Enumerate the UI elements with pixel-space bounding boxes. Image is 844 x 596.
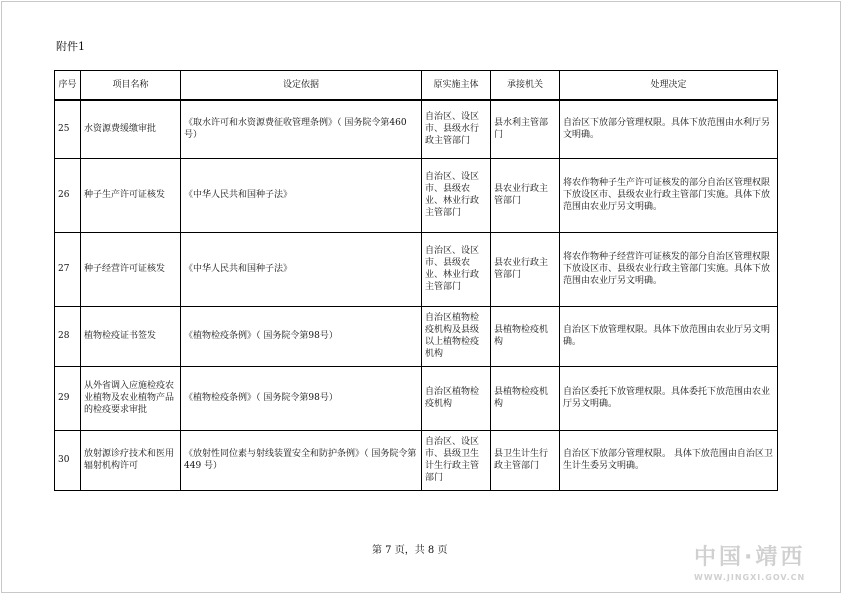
- cell-basis: 《植物检疫条例》（ 国务院令第98号）: [181, 366, 422, 430]
- cell-original-body: 自治区植物检疫机构: [422, 366, 491, 430]
- site-watermark: [694, 540, 805, 582]
- table-header-row: [55, 71, 778, 101]
- cell-name: 种子经营许可证核发: [81, 232, 181, 306]
- table-row: [55, 158, 778, 232]
- approval-items-table: [54, 70, 778, 491]
- cell-decision: 自治区下放部分管理权限。具体下放范围由水利厅另文明确。: [560, 100, 778, 158]
- cell-undertaker: 县农业行政主管部门: [491, 158, 560, 232]
- header-name: 项目名称: [81, 71, 181, 101]
- page-number: 第 7 页，共 8 页: [372, 545, 448, 556]
- cell-basis: 《中华人民共和国种子法》: [181, 158, 422, 232]
- table-row: [55, 366, 778, 430]
- table-row: [55, 430, 778, 490]
- cell-undertaker: 县卫生计生行政主管部门: [491, 430, 560, 490]
- cell-name: 水资源费缓缴审批: [81, 100, 181, 158]
- cell-original-body: 自治区植物检疫机构及县级以上植物检疫机构: [422, 306, 491, 366]
- header-decision: 处理决定: [560, 71, 778, 101]
- cell-name: 放射源诊疗技术和医用辐射机构许可: [81, 430, 181, 490]
- cell-basis: 《植物检疫条例》（ 国务院令第98号）: [181, 306, 422, 366]
- cell-seq: 29: [55, 366, 81, 430]
- table-row: [55, 100, 778, 158]
- header-seq: 序号: [55, 71, 81, 101]
- cell-undertaker: 县水利主管部门: [491, 100, 560, 158]
- cell-seq: 27: [55, 232, 81, 306]
- cell-original-body: 自治区、设区市、县级水行政主管部门: [422, 100, 491, 158]
- cell-name: 种子生产许可证核发: [81, 158, 181, 232]
- cell-decision: 将农作物种子生产许可证核发的部分自治区管理权限下放设区市、县级农业行政主管部门实施。具体下放范围由农业厅另文明确。: [560, 158, 778, 232]
- cell-original-body: 自治区、设区市、县级农业、林业行政主管部门: [422, 232, 491, 306]
- table-row: [55, 232, 778, 306]
- cell-seq: 26: [55, 158, 81, 232]
- header-undertaker: 承接机关: [491, 71, 560, 101]
- cell-undertaker: 县植物检疫机构: [491, 366, 560, 430]
- cell-undertaker: 县农业行政主管部门: [491, 232, 560, 306]
- cell-decision: 自治区下放部分管理权限。 具体下放范围由自治区卫生计生委另文明确。: [560, 430, 778, 490]
- cell-seq: 25: [55, 100, 81, 158]
- cell-name: 从外省调入应施检疫农业植物及农业植物产品的检疫要求审批: [81, 366, 181, 430]
- cell-decision: 自治区下放管理权限。具体下放范围由农业厅另文明确。: [560, 306, 778, 366]
- cell-decision: 自治区委托下放管理权限。具体委托下放范围由农业厅另文明确。: [560, 366, 778, 430]
- cell-basis: 《放射性同位素与射线装置安全和防护条例》（ 国务院令第449 号）: [181, 430, 422, 490]
- cell-seq: 28: [55, 306, 81, 366]
- cell-undertaker: 县植物检疫机构: [491, 306, 560, 366]
- cell-basis: 《取水许可和水资源费征收管理条例》（ 国务院令第460 号）: [181, 100, 422, 158]
- attachment-label: 附件1: [56, 40, 85, 53]
- cell-seq: 30: [55, 430, 81, 490]
- header-original-body: 原实施主体: [422, 71, 491, 101]
- watermark-url: WWW.JINGXI.GOV.CN: [694, 573, 806, 582]
- cell-basis: 《中华人民共和国种子法》: [181, 232, 422, 306]
- cell-decision: 将农作物种子经营许可证核发的部分自治区管理权限下放设区市、县级农业行政主管部门实施。具体下放范围由农业厅另文明确。: [560, 232, 778, 306]
- table-row: [55, 306, 778, 366]
- cell-name: 植物检疫证书签发: [81, 306, 181, 366]
- cell-original-body: 自治区、设区市、县级卫生计生行政主管部门: [422, 430, 491, 490]
- cell-original-body: 自治区、设区市、县级农业、林业行政主管部门: [422, 158, 491, 232]
- header-basis: 设定依据: [181, 71, 422, 101]
- watermark-site-name: 中国·靖西: [694, 545, 806, 570]
